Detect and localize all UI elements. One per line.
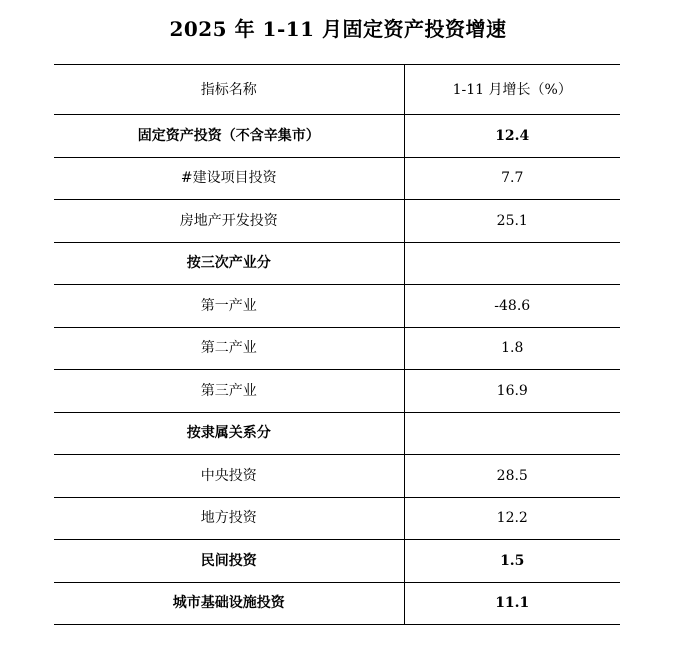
- row-value: -48.6: [404, 285, 620, 328]
- header-growth-rate: 1-11 月增长（%）: [404, 65, 620, 115]
- row-name: #建设项目投资: [54, 157, 404, 200]
- table-row: [54, 412, 620, 455]
- table-row: [54, 582, 620, 625]
- table-row: [54, 497, 620, 540]
- table-header-row: [54, 65, 620, 115]
- row-value: 25.1: [404, 200, 620, 243]
- table-row: [54, 157, 620, 200]
- row-value: 7.7: [404, 157, 620, 200]
- row-name: 城市基础设施投资: [54, 582, 404, 625]
- row-value: 1.8: [404, 327, 620, 370]
- row-value: [404, 242, 620, 285]
- investment-growth-table: [54, 64, 620, 625]
- row-name: 地方投资: [54, 497, 404, 540]
- header-indicator-name: 指标名称: [54, 65, 404, 115]
- row-name: 按三次产业分: [54, 242, 404, 285]
- row-name: 中央投资: [54, 455, 404, 498]
- row-value: 1.5: [404, 540, 620, 583]
- table-row: [54, 242, 620, 285]
- row-value: 12.2: [404, 497, 620, 540]
- table-row: [54, 115, 620, 158]
- row-name: 固定资产投资（不含辛集市）: [54, 115, 404, 158]
- table-row: [54, 370, 620, 413]
- table-row: [54, 285, 620, 328]
- table-row: [54, 200, 620, 243]
- table-row: [54, 327, 620, 370]
- row-value: 11.1: [404, 582, 620, 625]
- row-value: [404, 412, 620, 455]
- row-value: 28.5: [404, 455, 620, 498]
- row-name: 民间投资: [54, 540, 404, 583]
- row-value: 16.9: [404, 370, 620, 413]
- row-name: 按隶属关系分: [54, 412, 404, 455]
- row-name: 房地产开发投资: [54, 200, 404, 243]
- row-name: 第三产业: [54, 370, 404, 413]
- row-name: 第一产业: [54, 285, 404, 328]
- row-name: 第二产业: [54, 327, 404, 370]
- page-title: 2025 年 1-11 月固定资产投资增速: [169, 17, 507, 41]
- table-row: [54, 540, 620, 583]
- row-value: 12.4: [404, 115, 620, 158]
- table-row: [54, 455, 620, 498]
